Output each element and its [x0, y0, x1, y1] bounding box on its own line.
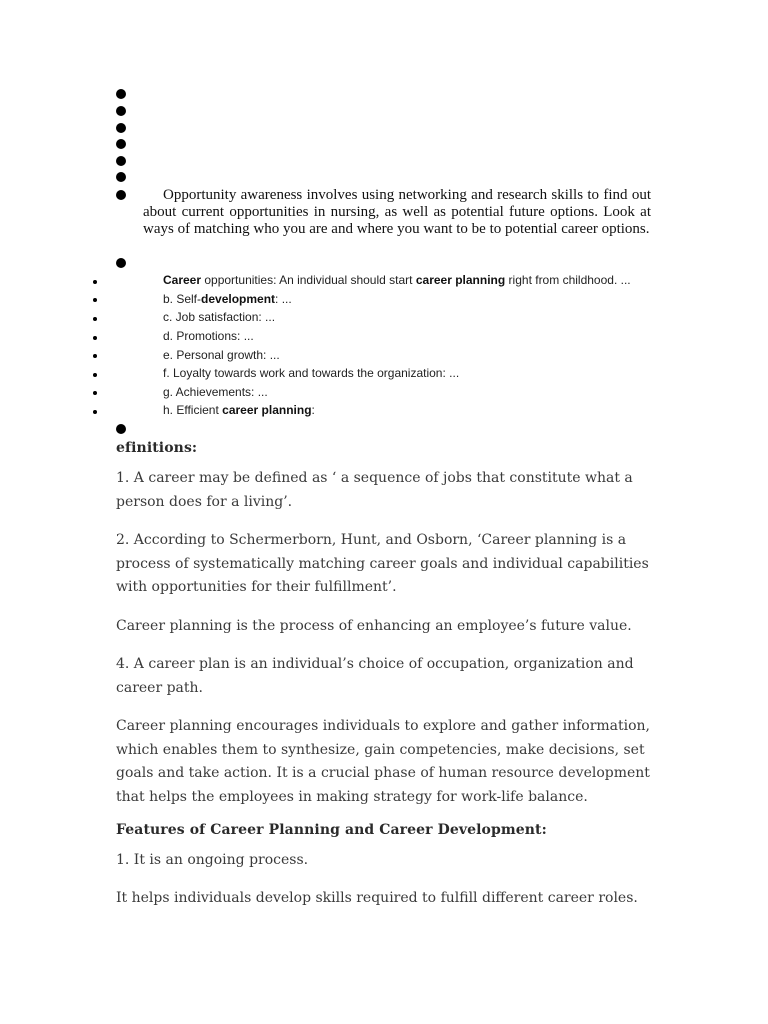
list-bullet [93, 354, 97, 358]
feature-1: 1. It is an ongoing process. [116, 852, 309, 868]
bullet-dot [116, 139, 126, 149]
list-bullet [93, 317, 97, 321]
list-bullet [93, 391, 97, 395]
list-bullet [93, 373, 97, 377]
list-item-achievements: g. Achievements: ... [163, 385, 268, 399]
bullet-dot [116, 89, 126, 99]
definition-5: Career planning encourages individuals to explore and gather information, which enables them to synthesize, gain competencies, make decisions, set goals and take action. It is a crucial phase of human resource development that helps the employees in making strategy for work-life balance. [116, 718, 651, 805]
bullet-dot [116, 424, 126, 434]
list-item-career-opportunities: Career opportunities: An individual should start career planning right from childhood. ... [163, 273, 631, 287]
list-item-efficient-career-planning: h. Efficient career planning: [163, 403, 315, 417]
bullet-dot [116, 106, 126, 116]
list-item-job-satisfaction: c. Job satisfaction: ... [163, 310, 276, 324]
list-item-loyalty: f. Loyalty towards work and towards the organization: ... [163, 366, 460, 380]
list-bullet [93, 280, 97, 284]
list-item-promotions: d. Promotions: ... [163, 329, 254, 343]
definition-4: 4. A career plan is an individual’s choice of occupation, organization and career path. [116, 656, 634, 696]
bullet-dot [116, 258, 126, 268]
list-bullet [93, 410, 97, 414]
list-bullet [93, 298, 97, 302]
list-item-self-development: b. Self-development: ... [163, 292, 292, 306]
bullet-dot [116, 172, 126, 182]
definition-1: 1. A career may be defined as ‘ a sequence of jobs that constitute what a person does for a living’. [116, 470, 633, 510]
list-bullet [93, 336, 97, 340]
feature-2: It helps individuals develop skills required to fulfill different career roles. [116, 890, 638, 906]
features-heading: Features of Career Planning and Career Development: [116, 822, 547, 838]
definition-2: 2. According to Schermerborn, Hunt, and Osborn, ‘Career planning is a process of systematically matching career goals and individual capabilities with opportunities for their fulfillment’. [116, 532, 649, 595]
list-item-personal-growth: e. Personal growth: ... [163, 348, 280, 362]
bullet-dot [116, 156, 126, 166]
bullet-dot [116, 123, 126, 133]
definition-3: Career planning is the process of enhancing an employee’s future value. [116, 618, 632, 634]
opportunity-awareness-paragraph: Opportunity awareness involves using networking and research skills to find out about current opportunities in nursing, as well as potential future options. Look at ways of matching who you are and where you want to be to potential career options. [143, 187, 651, 237]
definitions-heading: efinitions: [116, 440, 198, 456]
bullet-dot [116, 190, 126, 200]
